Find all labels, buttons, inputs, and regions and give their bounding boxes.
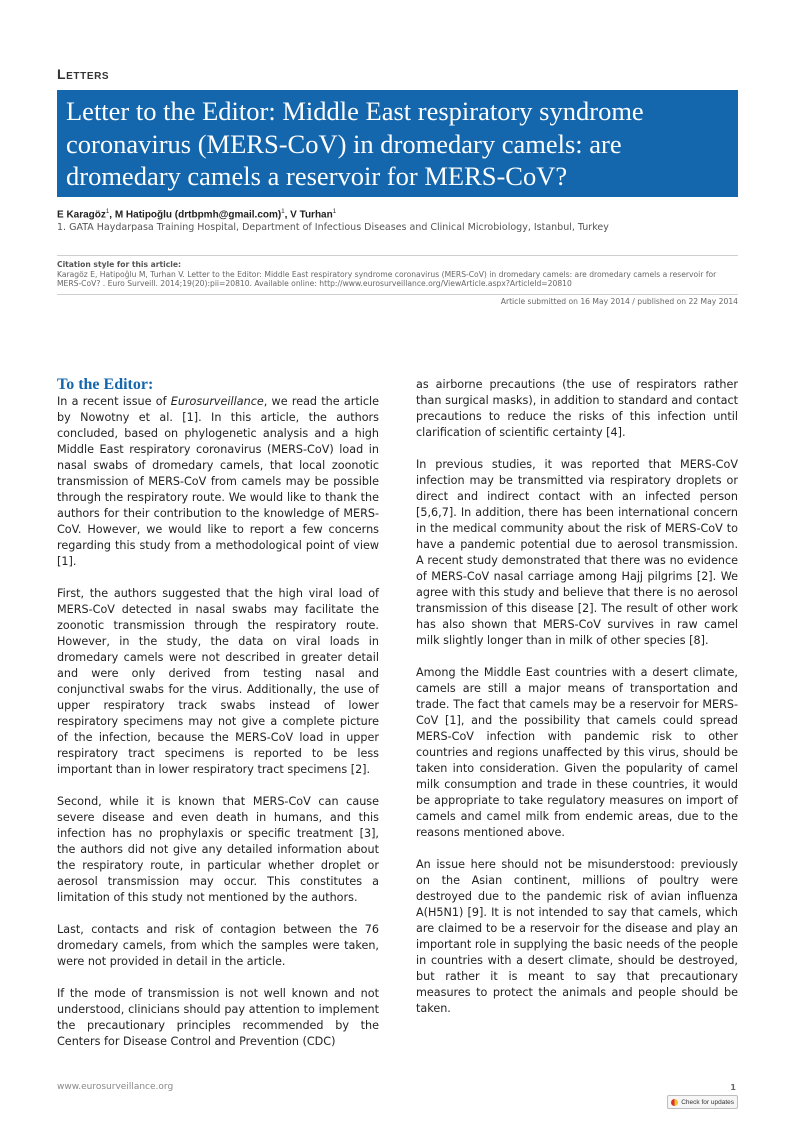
citation-block: [57, 260, 738, 289]
paragraph: First, the authors suggested that the high viral load of MERS-CoV detected in nasal swabs may facilitate the zoonotic transmission through the respiratory route. However, in the study, the data on viral loads in dromedary camels were not described in greater detail and were only derived from testing nasal and conjunctival swabs for the virus. Additionally, the use of upper respiratory track swabs instead of lower respiratory specimens may not give a complete picture of the infection, because the MERS-CoV load in upper respiratory tract specimens is reported to be less important than in lower respiratory tract specimens [2].: [57, 587, 379, 776]
author-list: [57, 209, 336, 220]
affiliation-marker: 1: [281, 209, 285, 215]
body-column-right: [416, 377, 738, 1017]
journal-name: Eurosurveillance: [170, 395, 264, 408]
affiliation-marker: 1: [105, 209, 110, 215]
paragraph: [57, 394, 379, 570]
divider: [57, 255, 738, 256]
paragraph: Last, contacts and risk of contagion between the 76 dromedary camels, from which the samples were taken, were not provided in detail in the article.: [57, 923, 379, 968]
page-number: 1: [730, 1083, 736, 1092]
footer-url[interactable]: www.eurosurveillance.org: [57, 1082, 174, 1092]
section-label: Letters: [57, 66, 110, 82]
crossmark-icon: [671, 1099, 678, 1106]
paragraph-text: In a recent issue of: [57, 395, 171, 408]
paragraph: as airborne precautions (the use of respirators rather than surgical masks), in addition to standard and contact precautions to reduce the risks of this infection until clarification of scientific certainty [4].: [416, 378, 738, 439]
title-banner: [57, 90, 738, 197]
check-for-updates-button[interactable]: [667, 1095, 738, 1109]
paragraph: Among the Middle East countries with a desert climate, camels are still a major means of transportation and trade. The fact that camels may be a reservoir for MERS-CoV [1], and the possibility that camels could spread MERS-CoV infection with pandemic risk to other countries and regions unaffected by this virus, should be taken into consideration. Given the popularity of camel milk consumption and trade in these countries, it would be appropriate to take regulatory measures on import of camels and camel milk from endemic areas, due to the reasons mentioned above.: [416, 666, 738, 839]
author-separator: ,: [109, 209, 115, 221]
body-heading: To the Editor:: [57, 376, 154, 393]
affiliation-marker: 1: [332, 209, 337, 215]
divider: [57, 294, 738, 295]
article-title: Letter to the Editor: Middle East respiratory syndrome coronavirus (MERS-CoV) in dromedary camels: are dromedary camels a reservoir for MERS-CoV?: [66, 96, 644, 191]
paragraph: If the mode of transmission is not well known and not understood, clinicians should pay attention to implement the precautionary principles recommended by the Centers for Disease Control and Prevention (CDC): [57, 987, 379, 1048]
author-name[interactable]: M Hatipoğlu (drtbpmh@gmail.com): [114, 209, 282, 221]
article-dates: Article submitted on 16 May 2014 / published on 22 May 2014: [500, 297, 738, 306]
paragraph: An issue here should not be misunderstood: previously on the Asian continent, millions of poultry were destroyed due to the pandemic risk of avian influenza A(H5N1) [9]. It is not intended to say that camels, which are claimed to be a reservoir for the disease and play an important role in supplying the basic needs of the people in countries with a desert climate, should be destroyed, but rather it is meant to say that precautionary measures to protect the animals and people should be taken.: [416, 858, 738, 1015]
body-column-left: [57, 376, 379, 1050]
check-for-updates-label: Check for updates: [681, 1098, 734, 1106]
author-name: V Turhan: [290, 209, 333, 221]
paragraph: Second, while it is known that MERS-CoV can cause severe disease and even death in humans, and this infection has no prophylaxis or specific treatment [3], the authors did not give any detailed information about the respiratory route, in particular whether droplet or aerosol transmission may occur. This constitutes a limitation of this study not mentioned by the authors.: [57, 795, 379, 904]
paragraph-text: , we read the article by Nowotny et al. [1]. In this article, the authors concluded, based on phylogenetic analysis and a high Middle East respiratory coronavirus (MERS-CoV) load in nasal swabs of dromedary camels, that local zoonotic transmission of MERS-CoV from camels may be possible through the respiratory route. We would like to thank the authors for their contribution to the knowledge of MERS-CoV. However, we would like to report a few concerns regarding this study from a methodological point of view [1].: [57, 395, 379, 568]
citation-label: Citation style for this article:: [57, 260, 182, 269]
author-name: E Karagöz: [57, 209, 106, 221]
author-separator: ,: [284, 209, 291, 221]
affiliation: 1. GATA Haydarpasa Training Hospital, Department of Infectious Diseases and Clinical Microbiology, Istanbul, Turkey: [57, 222, 609, 233]
citation-text[interactable]: Karagöz E, Hatipoğlu M, Turhan V. Letter to the Editor: Middle East respiratory syndrome coronavirus (MERS-CoV) in dromedary camels: are dromedary camels a reservoir for MERS-CoV? . Euro Surveill. 2014;19(20):pii=20810. Available online: http://www.eurosurveillance.org/ViewArticle.aspx?ArticleId=20810: [57, 269, 717, 288]
paragraph: In previous studies, it was reported that MERS-CoV infection may be transmitted via respiratory droplets or direct and indirect contact with an infected person [5,6,7]. In addition, there has been international concern in the medical community about the risk of MERS-CoV to have a pandemic potential due to aerosol transmission. A recent study demonstrated that there was no evidence of MERS-CoV nasal carriage among Hajj pilgrims [2]. We agree with this study and believe that there is no aerosol transmission of this disease [2]. The result of other work has also shown that MERS-CoV survives in raw camel milk slightly longer than in milk of other species [8].: [416, 458, 738, 647]
